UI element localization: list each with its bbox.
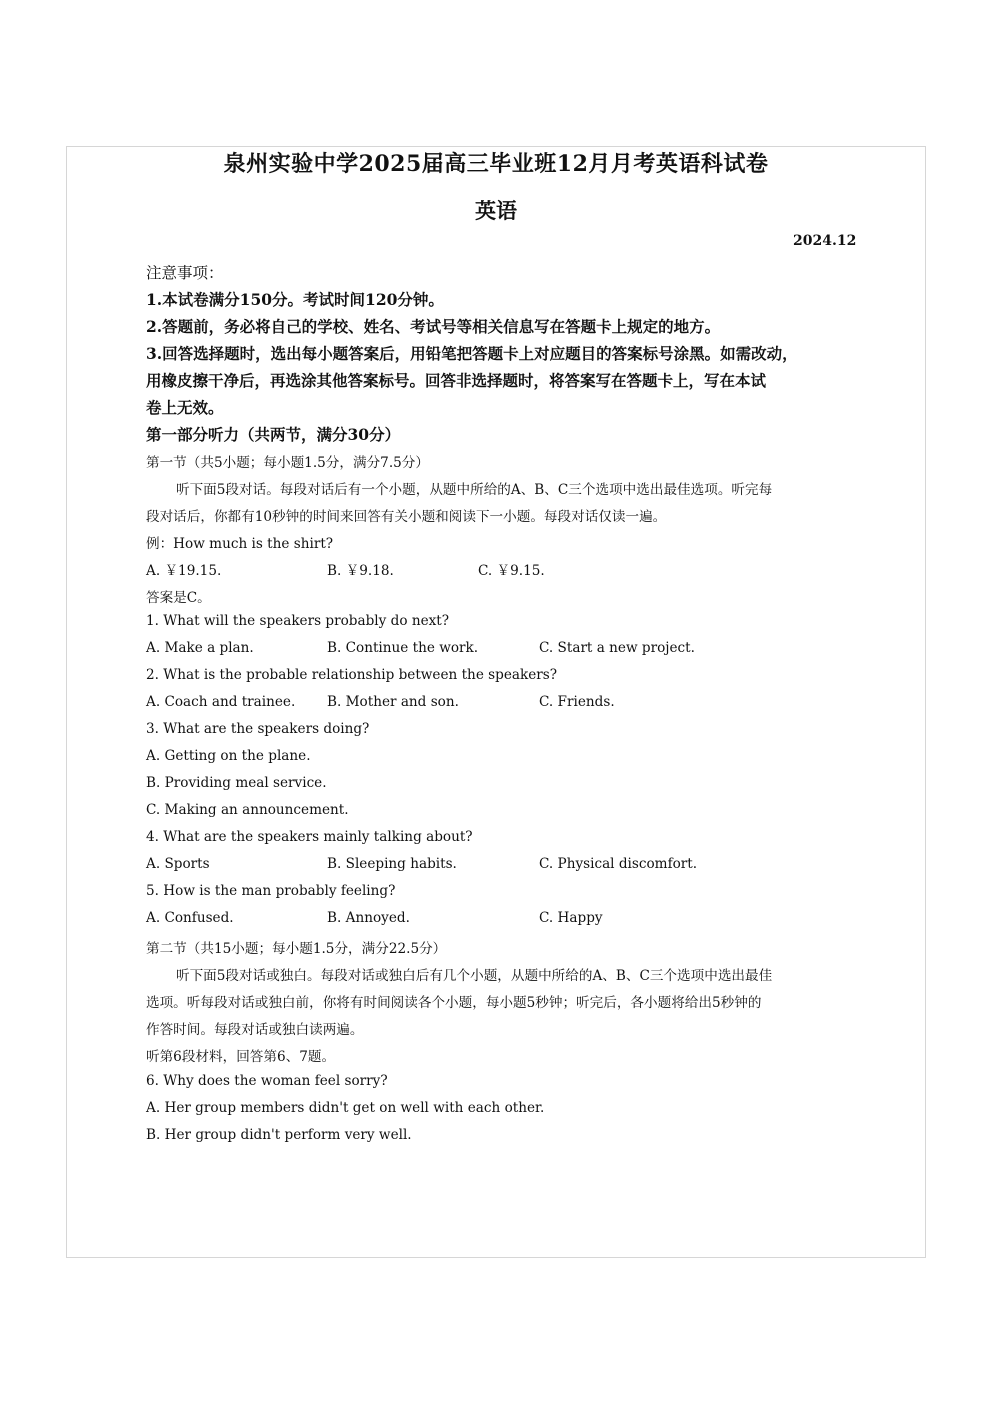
section2-instruction-line-2: 选项。听每段对话或独白前，你将有时间阅读各个小题，每小题5秒钟；听完后，各小题将给出5秒钟的: [146, 995, 762, 1011]
exam-date: 2024.12: [793, 233, 857, 249]
question-2-option-a: A. Coach and trainee.: [146, 694, 296, 710]
question-6-option-b: B. Her group didn't perform very well.: [146, 1127, 412, 1143]
question-2-option-b: B. Mother and son.: [327, 694, 459, 710]
question-1-option-c: C. Start a new project.: [539, 640, 695, 656]
part1-heading: 第一部分听力（共两节，满分30分）: [146, 425, 401, 444]
question-6-option-a: A. Her group members didn't get on well with each other.: [146, 1100, 545, 1116]
exam-title: 泉州实验中学2025届高三毕业班12月月考英语科试卷: [223, 151, 769, 177]
question-6: 6. Why does the woman feel sorry?: [146, 1073, 388, 1089]
question-3-option-c: C. Making an announcement.: [146, 802, 349, 818]
section1-instruction-line-1: 听下面5段对话。每段对话后有一个小题，从题中所给的A、B、C三个选项中选出最佳选项。听完每: [176, 482, 773, 498]
question-4-option-a: A. Sports: [146, 856, 210, 872]
example-option-c: C. ￥9.15.: [478, 563, 545, 579]
example-option-b: B. ￥9.18.: [327, 563, 394, 579]
section2-heading: 第二节（共15小题；每小题1.5分，满分22.5分）: [146, 941, 447, 957]
notice-item-2: 2.答题前，务必将自己的学校、姓名、考试号等相关信息写在答题卡上规定的地方。: [146, 317, 721, 336]
question-3-option-a: A. Getting on the plane.: [146, 748, 311, 764]
section1-heading: 第一节（共5小题；每小题1.5分，满分7.5分）: [146, 455, 429, 471]
question-5-option-c: C. Happy: [539, 910, 603, 926]
question-3: 3. What are the speakers doing?: [146, 721, 370, 737]
question-1: 1. What will the speakers probably do next?: [146, 613, 450, 629]
example-option-a: A. ￥19.15.: [146, 563, 222, 579]
exam-subject: 英语: [475, 198, 517, 223]
question-1-option-b: B. Continue the work.: [327, 640, 479, 656]
notice-item-3-line-2: 用橡皮擦干净后，再选涂其他答案标号。回答非选择题时，将答案写在答题卡上，写在本试: [146, 371, 767, 390]
question-4-option-c: C. Physical discomfort.: [539, 856, 698, 872]
example-question: 例：How much is the shirt?: [146, 536, 334, 552]
section1-instruction-line-2: 段对话后，你都有10秒钟的时间来回答有关小题和阅读下一小题。每段对话仅读一遍。: [146, 509, 667, 525]
notice-item-1: 1.本试卷满分150分。考试时间120分钟。: [146, 290, 444, 309]
question-1-option-a: A. Make a plan.: [146, 640, 254, 656]
notice-heading: 注意事项：: [146, 264, 224, 282]
question-5-option-a: A. Confused.: [146, 910, 234, 926]
notice-item-3-line-3: 卷上无效。: [146, 398, 224, 417]
section2-instruction-line-3: 作答时间。每段对话或独白读两遍。: [146, 1022, 364, 1038]
material-6-heading: 听第6段材料，回答第6、7题。: [146, 1049, 336, 1065]
example-answer: 答案是C。: [146, 590, 211, 606]
notice-item-3-line-1: 3.回答选择题时，选出每小题答案后，用铅笔把答题卡上对应题目的答案标号涂黑。如需改动，: [146, 344, 798, 363]
question-3-option-b: B. Providing meal service.: [146, 775, 327, 791]
section2-instruction-line-1: 听下面5段对话或独白。每段对话或独白后有几个小题，从题中所给的A、B、C三个选项中选出最佳: [176, 968, 773, 984]
question-4: 4. What are the speakers mainly talking about?: [146, 829, 473, 845]
question-2: 2. What is the probable relationship between the speakers?: [146, 667, 558, 683]
question-5-option-b: B. Annoyed.: [327, 910, 410, 926]
question-4-option-b: B. Sleeping habits.: [327, 856, 457, 872]
question-2-option-c: C. Friends.: [539, 694, 615, 710]
question-5: 5. How is the man probably feeling?: [146, 883, 396, 899]
